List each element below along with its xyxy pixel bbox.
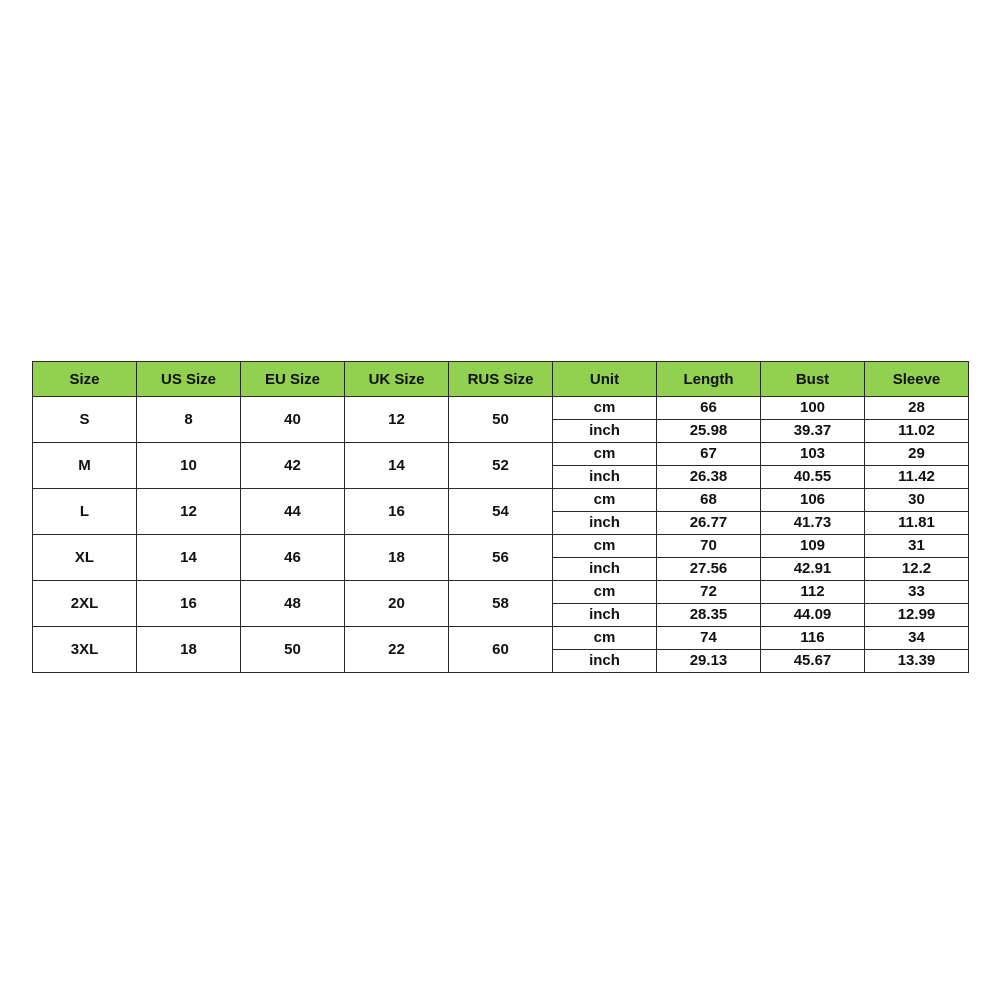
- unit-cell: cm: [553, 535, 657, 558]
- uk-size-cell: 22: [345, 627, 449, 673]
- unit-cell: cm: [553, 581, 657, 604]
- length-cell: 72: [657, 581, 761, 604]
- length-cell: 74: [657, 627, 761, 650]
- header-size: Size: [33, 362, 137, 397]
- header-rus-size: RUS Size: [449, 362, 553, 397]
- size-cell: 3XL: [33, 627, 137, 673]
- size-chart-header: [33, 362, 969, 397]
- unit-cell: cm: [553, 627, 657, 650]
- sleeve-cell: 13.39: [865, 650, 969, 673]
- size-cell: XL: [33, 535, 137, 581]
- bust-cell: 106: [761, 489, 865, 512]
- bust-cell: 41.73: [761, 512, 865, 535]
- us-size-cell: 8: [137, 397, 241, 443]
- sleeve-cell: 11.42: [865, 466, 969, 489]
- sleeve-cell: 31: [865, 535, 969, 558]
- sleeve-cell: 30: [865, 489, 969, 512]
- sleeve-cell: 29: [865, 443, 969, 466]
- uk-size-cell: 12: [345, 397, 449, 443]
- bust-cell: 45.67: [761, 650, 865, 673]
- table-row-cm: [33, 535, 969, 558]
- unit-cell: inch: [553, 512, 657, 535]
- bust-cell: 109: [761, 535, 865, 558]
- length-cell: 25.98: [657, 420, 761, 443]
- header-length: Length: [657, 362, 761, 397]
- unit-cell: cm: [553, 489, 657, 512]
- length-cell: 66: [657, 397, 761, 420]
- rus-size-cell: 60: [449, 627, 553, 673]
- header-row: [33, 362, 969, 397]
- table-row-cm: [33, 489, 969, 512]
- size-cell: M: [33, 443, 137, 489]
- eu-size-cell: 44: [241, 489, 345, 535]
- us-size-cell: 10: [137, 443, 241, 489]
- eu-size-cell: 50: [241, 627, 345, 673]
- size-cell: S: [33, 397, 137, 443]
- unit-cell: inch: [553, 604, 657, 627]
- header-bust: Bust: [761, 362, 865, 397]
- bust-cell: 40.55: [761, 466, 865, 489]
- bust-cell: 39.37: [761, 420, 865, 443]
- header-eu-size: EU Size: [241, 362, 345, 397]
- length-cell: 27.56: [657, 558, 761, 581]
- header-unit: Unit: [553, 362, 657, 397]
- unit-cell: inch: [553, 558, 657, 581]
- length-cell: 67: [657, 443, 761, 466]
- us-size-cell: 12: [137, 489, 241, 535]
- eu-size-cell: 46: [241, 535, 345, 581]
- header-us-size: US Size: [137, 362, 241, 397]
- length-cell: 26.38: [657, 466, 761, 489]
- us-size-cell: 16: [137, 581, 241, 627]
- bust-cell: 100: [761, 397, 865, 420]
- sleeve-cell: 28: [865, 397, 969, 420]
- length-cell: 68: [657, 489, 761, 512]
- length-cell: 70: [657, 535, 761, 558]
- eu-size-cell: 48: [241, 581, 345, 627]
- uk-size-cell: 16: [345, 489, 449, 535]
- uk-size-cell: 18: [345, 535, 449, 581]
- rus-size-cell: 58: [449, 581, 553, 627]
- bust-cell: 42.91: [761, 558, 865, 581]
- table-row-cm: [33, 581, 969, 604]
- eu-size-cell: 40: [241, 397, 345, 443]
- length-cell: 28.35: [657, 604, 761, 627]
- rus-size-cell: 52: [449, 443, 553, 489]
- table-row-cm: [33, 397, 969, 420]
- size-chart-body: [33, 397, 969, 673]
- rus-size-cell: 54: [449, 489, 553, 535]
- uk-size-cell: 14: [345, 443, 449, 489]
- unit-cell: inch: [553, 420, 657, 443]
- eu-size-cell: 42: [241, 443, 345, 489]
- rus-size-cell: 56: [449, 535, 553, 581]
- bust-cell: 103: [761, 443, 865, 466]
- us-size-cell: 14: [137, 535, 241, 581]
- size-cell: L: [33, 489, 137, 535]
- us-size-cell: 18: [137, 627, 241, 673]
- table-row-cm: [33, 443, 969, 466]
- unit-cell: inch: [553, 650, 657, 673]
- length-cell: 29.13: [657, 650, 761, 673]
- uk-size-cell: 20: [345, 581, 449, 627]
- size-chart-table: [32, 361, 969, 673]
- unit-cell: cm: [553, 443, 657, 466]
- sleeve-cell: 33: [865, 581, 969, 604]
- unit-cell: cm: [553, 397, 657, 420]
- sleeve-cell: 34: [865, 627, 969, 650]
- table-row-cm: [33, 627, 969, 650]
- bust-cell: 44.09: [761, 604, 865, 627]
- sleeve-cell: 12.2: [865, 558, 969, 581]
- header-sleeve: Sleeve: [865, 362, 969, 397]
- sleeve-cell: 11.02: [865, 420, 969, 443]
- length-cell: 26.77: [657, 512, 761, 535]
- bust-cell: 112: [761, 581, 865, 604]
- rus-size-cell: 50: [449, 397, 553, 443]
- size-cell: 2XL: [33, 581, 137, 627]
- sleeve-cell: 12.99: [865, 604, 969, 627]
- header-uk-size: UK Size: [345, 362, 449, 397]
- bust-cell: 116: [761, 627, 865, 650]
- sleeve-cell: 11.81: [865, 512, 969, 535]
- unit-cell: inch: [553, 466, 657, 489]
